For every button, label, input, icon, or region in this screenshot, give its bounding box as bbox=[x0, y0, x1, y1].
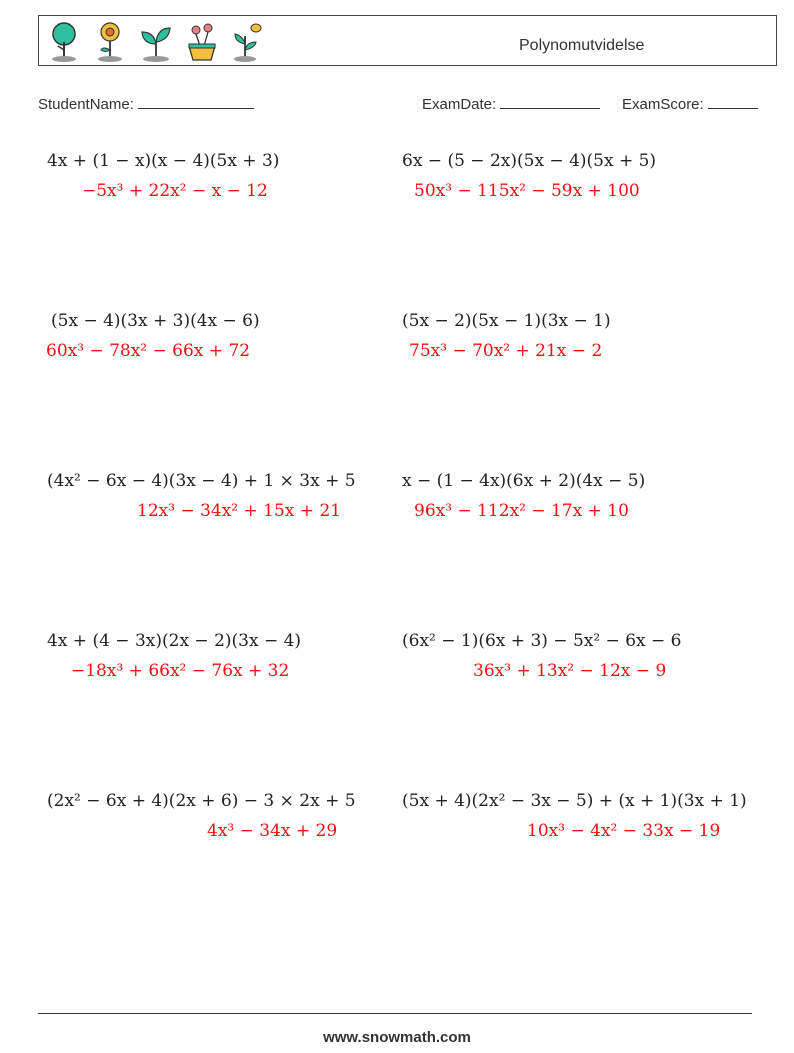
exam-score-blank[interactable] bbox=[708, 94, 758, 109]
problem-question: (5x − 2)(5x − 1)(3x − 1) bbox=[402, 311, 611, 331]
student-name-label: StudentName: bbox=[38, 96, 134, 113]
problem-question: x − (1 − 4x)(6x + 2)(4x − 5) bbox=[402, 471, 646, 491]
problem-question: (6x² − 1)(6x + 3) − 5x² − 6x − 6 bbox=[402, 631, 682, 651]
problem-answer: 96x³ − 112x² − 17x + 10 bbox=[414, 501, 629, 521]
footer-divider bbox=[38, 1013, 752, 1014]
problem-question: (5x + 4)(2x² − 3x − 5) + (x + 1)(3x + 1) bbox=[402, 791, 747, 811]
sprout-icon bbox=[139, 20, 173, 64]
exam-score-label: ExamScore: bbox=[622, 96, 704, 113]
header-icons bbox=[47, 20, 265, 64]
problem-question: 4x + (4 − 3x)(2x − 2)(3x − 4) bbox=[47, 631, 302, 651]
problem-answer: 12x³ − 34x² + 15x + 21 bbox=[137, 501, 342, 521]
problem-answer: 75x³ − 70x² + 21x − 2 bbox=[409, 341, 603, 361]
exam-date-label: ExamDate: bbox=[422, 96, 497, 113]
problem-question: (4x² − 6x − 4)(3x − 4) + 1 × 3x + 5 bbox=[47, 471, 356, 491]
problem-answer: 10x³ − 4x² − 33x − 19 bbox=[527, 821, 721, 841]
exam-score-field bbox=[622, 94, 758, 113]
problem-question: (5x − 4)(3x + 3)(4x − 6) bbox=[51, 311, 260, 331]
footer-url[interactable]: www.snowmath.com bbox=[323, 1029, 471, 1046]
problem-question: 6x − (5 − 2x)(5x − 4)(5x + 5) bbox=[402, 151, 657, 171]
problem-answer: 60x³ − 78x² − 66x + 72 bbox=[46, 341, 251, 361]
problem-answer: 36x³ + 13x² − 12x − 9 bbox=[473, 661, 667, 681]
tree-icon bbox=[47, 20, 81, 64]
problem-answer: −18x³ + 66x² − 76x + 32 bbox=[71, 661, 290, 681]
worksheet-title: Polynomutvidelse bbox=[519, 37, 645, 54]
problem-answer: 50x³ − 115x² − 59x + 100 bbox=[414, 181, 640, 201]
exam-date-blank[interactable] bbox=[500, 94, 600, 109]
problem-answer: 4x³ − 34x + 29 bbox=[207, 821, 338, 841]
flower-pot-icon bbox=[185, 20, 219, 64]
exam-date-field bbox=[422, 94, 600, 113]
problem-question: (2x² − 6x + 4)(2x + 6) − 3 × 2x + 5 bbox=[47, 791, 356, 811]
problem-answer: −5x³ + 22x² − x − 12 bbox=[82, 181, 268, 201]
student-name-blank[interactable] bbox=[138, 94, 254, 109]
worksheet-header bbox=[38, 15, 777, 66]
problem-question: 4x + (1 − x)(x − 4)(5x + 3) bbox=[47, 151, 280, 171]
student-name-field bbox=[38, 94, 254, 113]
plant-with-bee-icon bbox=[231, 20, 265, 64]
sunflower-icon bbox=[93, 20, 127, 64]
